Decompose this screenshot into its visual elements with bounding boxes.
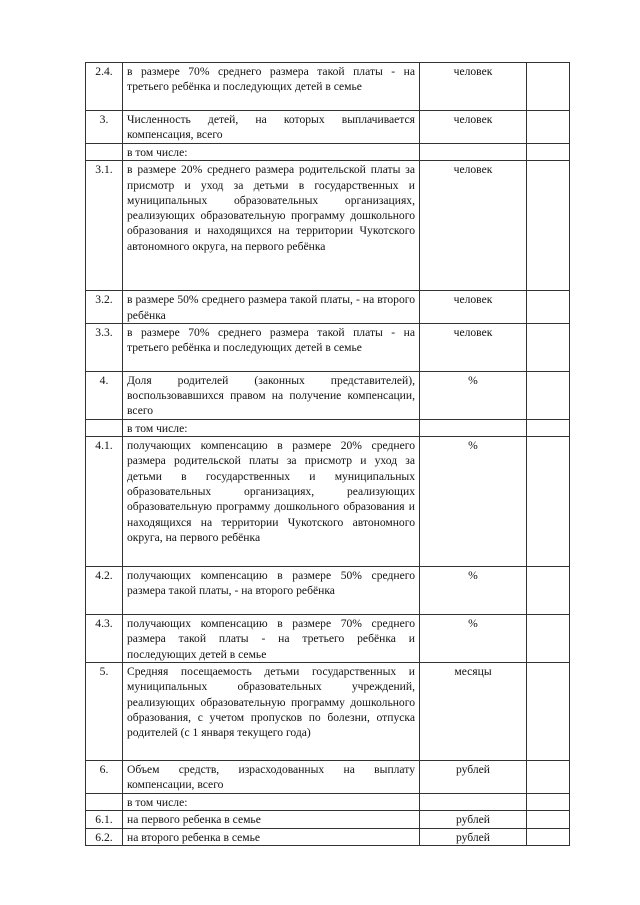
row-unit: рублей <box>420 828 527 845</box>
row-description: в размере 50% среднего размера такой платы, - на второго ребёнка <box>123 291 420 324</box>
row-value-cell <box>527 63 570 111</box>
row-number <box>86 794 123 811</box>
row-number: 2.4. <box>86 63 123 111</box>
row-description: в том числе: <box>123 419 420 436</box>
row-unit: человек <box>420 63 527 111</box>
row-description: Объем средств, израсходованных на выплату компенсации, всего <box>123 761 420 794</box>
row-value-cell <box>527 811 570 828</box>
indicators-table-body <box>86 63 570 846</box>
row-number <box>86 419 123 436</box>
row-description: в том числе: <box>123 794 420 811</box>
row-description: в том числе: <box>123 144 420 161</box>
table-row <box>86 419 570 436</box>
row-description: получающих компенсацию в размере 20% среднего размера родительской платы за присмотр и уход за детьми в государственных и муниципальных образовательных организациях, реализующих образовательную программу дошкольного образования и находящихся на территории Чукотского автономного округа, на первого ребёнка <box>123 437 420 567</box>
table-row <box>86 144 570 161</box>
table-row <box>86 437 570 567</box>
row-number: 6.1. <box>86 811 123 828</box>
table-row <box>86 663 570 761</box>
row-value-cell <box>527 615 570 663</box>
row-value-cell <box>527 161 570 291</box>
row-value-cell <box>527 291 570 324</box>
table-row <box>86 761 570 794</box>
row-number: 4. <box>86 371 123 419</box>
row-value-cell <box>527 323 570 371</box>
table-row <box>86 811 570 828</box>
row-unit: % <box>420 437 527 567</box>
table-row <box>86 323 570 371</box>
table-row <box>86 794 570 811</box>
row-value-cell <box>527 371 570 419</box>
row-description: Численность детей, на которых выплачивается компенсация, всего <box>123 111 420 144</box>
row-number: 4.3. <box>86 615 123 663</box>
row-description: на первого ребенка в семье <box>123 811 420 828</box>
indicators-table <box>85 62 570 846</box>
row-description: в размере 70% среднего размера такой платы - на третьего ребёнка и последующих детей в семье <box>123 323 420 371</box>
row-unit <box>420 794 527 811</box>
row-unit: человек <box>420 111 527 144</box>
row-value-cell <box>527 761 570 794</box>
row-description: в размере 70% среднего размера такой платы - на третьего ребёнка и последующих детей в семье <box>123 63 420 111</box>
row-unit: % <box>420 567 527 615</box>
row-description: на второго ребенка в семье <box>123 828 420 845</box>
row-value-cell <box>527 419 570 436</box>
row-unit <box>420 144 527 161</box>
row-value-cell <box>527 567 570 615</box>
row-number: 6. <box>86 761 123 794</box>
table-row <box>86 567 570 615</box>
row-unit <box>420 419 527 436</box>
row-description: Средняя посещаемость детьми государственных и муниципальных образовательных учреждений, реализующих образовательную программу дошкольного образования, с учетом пропусков по болезни, отпуска родителей (с 1 января текущего года) <box>123 663 420 761</box>
table-row <box>86 161 570 291</box>
row-number: 3.1. <box>86 161 123 291</box>
row-number: 3. <box>86 111 123 144</box>
row-number: 3.3. <box>86 323 123 371</box>
row-unit: % <box>420 615 527 663</box>
row-unit: человек <box>420 291 527 324</box>
row-number: 4.1. <box>86 437 123 567</box>
row-number <box>86 144 123 161</box>
table-row <box>86 615 570 663</box>
table-row <box>86 111 570 144</box>
row-number: 3.2. <box>86 291 123 324</box>
row-description: Доля родителей (законных представителей), воспользовавшихся правом на получение компенсации, всего <box>123 371 420 419</box>
row-description: получающих компенсацию в размере 50% среднего размера такой платы, - на второго ребёнка <box>123 567 420 615</box>
row-value-cell <box>527 663 570 761</box>
row-number: 5. <box>86 663 123 761</box>
row-description: получающих компенсацию в размере 70% среднего размера такой платы - на третьего ребёнка и последующих детей в семье <box>123 615 420 663</box>
row-unit: % <box>420 371 527 419</box>
row-value-cell <box>527 111 570 144</box>
row-value-cell <box>527 828 570 845</box>
row-value-cell <box>527 144 570 161</box>
row-number: 4.2. <box>86 567 123 615</box>
row-unit: рублей <box>420 761 527 794</box>
table-row <box>86 291 570 324</box>
table-row <box>86 828 570 845</box>
row-unit: рублей <box>420 811 527 828</box>
row-description: в размере 20% среднего размера родительской платы за присмотр и уход за детьми в государственных и муниципальных образовательных организациях, реализующих образовательную программу дошкольного образования и находящихся на территории Чукотского автономного округа, на первого ребёнка <box>123 161 420 291</box>
table-row <box>86 63 570 111</box>
row-unit: месяцы <box>420 663 527 761</box>
row-value-cell <box>527 437 570 567</box>
table-row <box>86 371 570 419</box>
row-value-cell <box>527 794 570 811</box>
row-unit: человек <box>420 161 527 291</box>
row-unit: человек <box>420 323 527 371</box>
row-number: 6.2. <box>86 828 123 845</box>
